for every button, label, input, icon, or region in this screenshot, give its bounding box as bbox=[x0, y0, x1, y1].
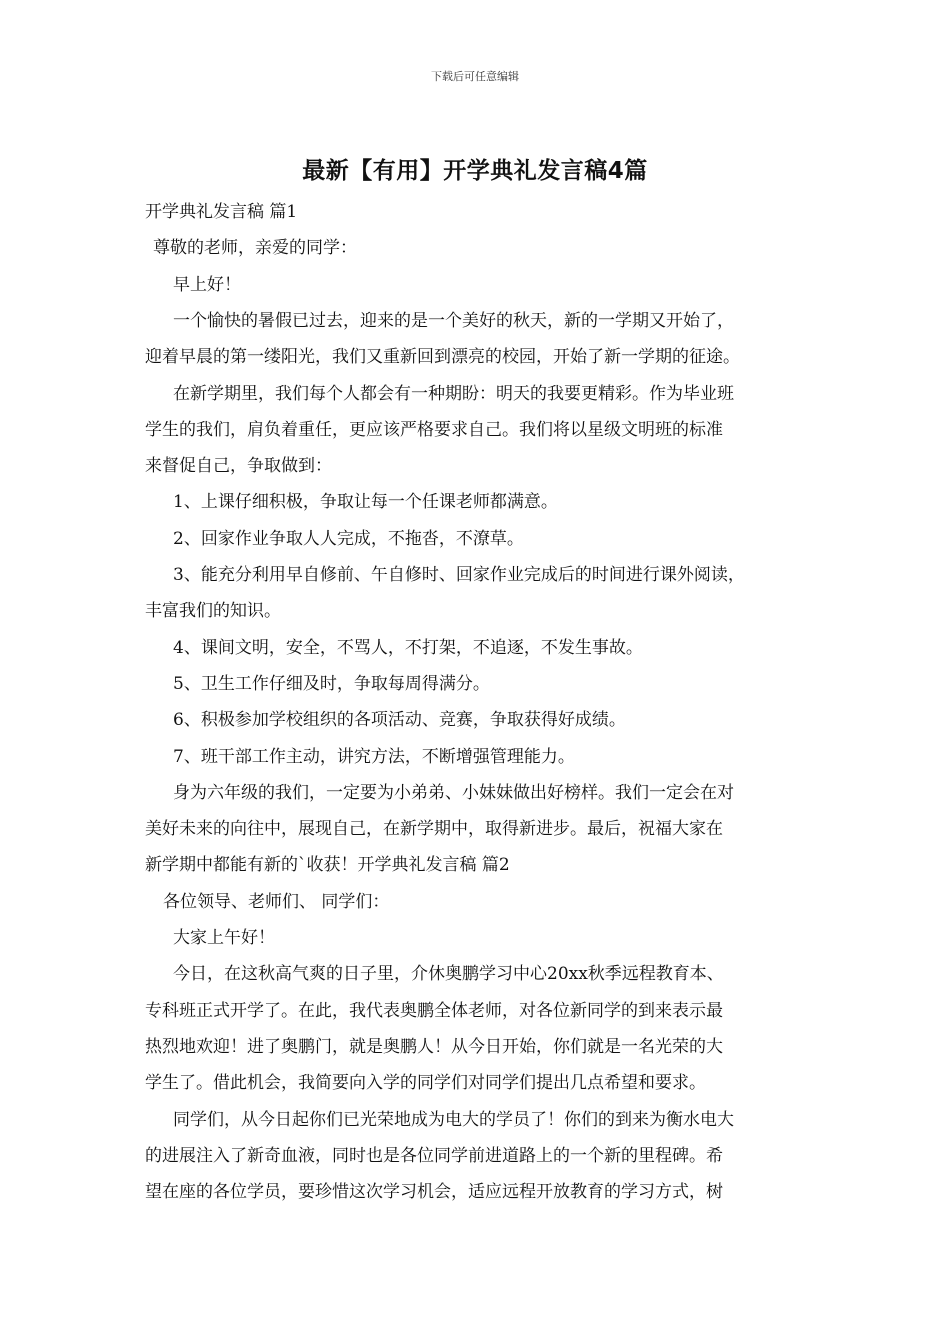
document-title: 最新【有用】开学典礼发言稿4篇 bbox=[302, 158, 648, 184]
body-line: 4、课间文明，安全，不骂人，不打架，不追逐，不发生事故。 bbox=[173, 637, 643, 658]
body-line: 新学期中都能有新的`收获！开学典礼发言稿 篇2 bbox=[145, 855, 510, 876]
body-line: 5、卫生工作仔细及时，争取每周得满分。 bbox=[173, 673, 490, 694]
body-line: 丰富我们的知识。 bbox=[145, 601, 281, 622]
body-line: 同学们，从今日起你们已光荣地成为电大的学员了！你们的到来为衡水电大 bbox=[173, 1109, 734, 1130]
body-line: 在新学期里，我们每个人都会有一种期盼：明天的我要更精彩。作为毕业班 bbox=[173, 383, 734, 404]
body-line: 开学典礼发言稿 篇1 bbox=[145, 202, 298, 222]
body-line: 今日，在这秋高气爽的日子里，介休奥鹏学习中心20xx秋季远程教育本、 bbox=[173, 964, 724, 985]
body-line: 望在座的各位学员，要珍惜这次学习机会，适应远程开放教育的学习方式，树 bbox=[145, 1182, 723, 1203]
body-line: 1、上课仔细积极，争取让每一个任课老师都满意。 bbox=[173, 492, 558, 513]
body-line: 大家上午好！ bbox=[173, 928, 275, 948]
body-line: 3、能充分利用早自修前、午自修时、回家作业完成后的时间进行课外阅读， bbox=[173, 565, 745, 585]
body-line: 早上好！ bbox=[173, 274, 241, 295]
body-line: 6、积极参加学校组织的各项活动、竞赛，争取获得好成绩。 bbox=[173, 710, 626, 731]
body-line: 7、班干部工作主动，讲究方法，不断增强管理能力。 bbox=[173, 746, 575, 767]
body-line: 美好未来的向往中，展现自己，在新学期中，取得新进步。最后，祝福大家在 bbox=[145, 819, 723, 840]
body-line: 来督促自己，争取做到： bbox=[145, 456, 332, 477]
body-line: 学生的我们，肩负着重任，更应该严格要求自己。我们将以星级文明班的标准 bbox=[145, 419, 723, 440]
body-line: 身为六年级的我们，一定要为小弟弟、小妹妹做出好榜样。我们一定会在对 bbox=[173, 782, 734, 803]
body-line: 一个愉快的暑假已过去，迎来的是一个美好的秋天，新的一学期又开始了， bbox=[173, 310, 734, 331]
body-line: 2、回家作业争取人人完成，不拖沓，不潦草。 bbox=[173, 528, 524, 549]
body-line: 学生了。借此机会，我简要向入学的同学们对同学们提出几点希望和要求。 bbox=[145, 1073, 706, 1094]
body-line: 各位领导、老师们、 同学们： bbox=[163, 891, 390, 912]
body-line: 专科班正式开学了。在此，我代表奥鹏全体老师，对各位新同学的到来表示最 bbox=[145, 1000, 723, 1021]
body-line: 的进展注入了新奇血液，同时也是各位同学前进道路上的一个新的里程碑。希 bbox=[145, 1145, 723, 1166]
header-note: 下载后可任意编辑 bbox=[431, 70, 519, 83]
body-line: 热烈地欢迎！进了奥鹏门，就是奥鹏人！从今日开始，你们就是一名光荣的大 bbox=[145, 1036, 723, 1057]
body-line: 尊敬的老师，亲爱的同学： bbox=[153, 238, 357, 259]
body-line: 迎着早晨的第一缕阳光，我们又重新回到漂亮的校园，开始了新一学期的征途。 bbox=[145, 347, 740, 368]
